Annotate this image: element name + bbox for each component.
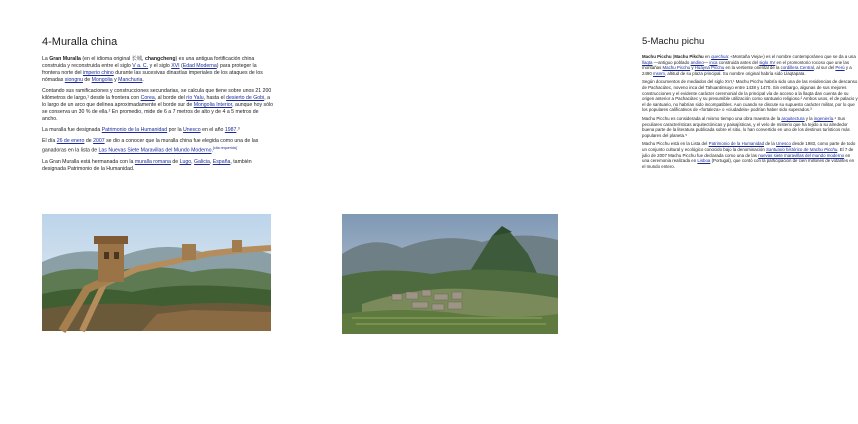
text: Machu Picchu está en la Lista del [642, 141, 709, 147]
machu-picchu-photo [342, 214, 558, 334]
link-patrimonio[interactable]: Patrimonio de la Humanidad [708, 141, 765, 147]
text: .³ [236, 127, 240, 133]
link-lisboa[interactable]: Lisboa [697, 158, 711, 164]
link-manchuria[interactable]: Manchuria [118, 77, 143, 83]
machu-picchu-illustration [342, 214, 558, 334]
text: de la [764, 141, 777, 147]
text: (Portugal), que contó con la participación de cien millones de votantes en el mundo entero. [642, 158, 855, 169]
text: de [170, 158, 180, 165]
link-siglo-xv[interactable]: siglo XV [759, 59, 776, 65]
link-nuevas-maravillas[interactable]: Las Nuevas Siete Maravillas del Mundo Moderno [98, 147, 212, 154]
citation-needed[interactable]: [cita requerida] [213, 146, 237, 150]
text: por la [167, 127, 184, 133]
text: desde 1983, como parte de todo un conjunto cultural y ecológico conocido bajo la denominación [642, 141, 856, 152]
link-ingenieria[interactable]: ingeniería [813, 115, 834, 121]
link-inca[interactable]: inca [709, 59, 718, 65]
link-espana[interactable]: España [212, 158, 231, 165]
text: — [703, 59, 710, 65]
text: , al borde del [154, 95, 187, 101]
text: : «Montaña Vieja») es el nombre contemporáneo que se da a una [727, 54, 856, 59]
link-msnm[interactable]: msnm [653, 70, 665, 76]
text: en el promontorio rocoso que une las montañas [642, 59, 850, 71]
link-26-enero[interactable]: 26 de enero [56, 138, 85, 144]
link-huayna-picchu[interactable]: Huayna Picchu [694, 65, 725, 71]
paragraph-intro [42, 56, 274, 84]
paragraph-heritage [642, 141, 858, 169]
link-machu-picchu[interactable]: Machu Picchu [662, 65, 691, 71]
link-unesco[interactable]: Unesco [776, 141, 791, 147]
paragraph-architecture [642, 116, 858, 138]
paragraph-wonders [42, 138, 274, 155]
text: en el año [200, 127, 225, 133]
text: y [112, 77, 119, 83]
link-lugo[interactable]: Lugo [179, 158, 192, 165]
text: , [191, 158, 194, 165]
link-santuario[interactable]: Santuario histórico de Machu Picchu [766, 146, 838, 152]
bold-term: Machu Picchu [642, 54, 672, 59]
right-page [300, 0, 858, 424]
link-v-ac[interactable]: V a. C. [132, 63, 149, 69]
link-andino[interactable]: andino [690, 59, 704, 65]
great-wall-article [42, 36, 274, 177]
text: , [209, 158, 213, 165]
text: Contando sus ramificaciones y construcciones secundarias, se calcula que tiene sobre unos 21 200 kilómetros de largo,¹ desde la frontera con [42, 88, 272, 101]
link-patrimonio[interactable]: Patrimonio de la Humanidad [101, 127, 168, 133]
text: . [211, 147, 214, 154]
text: durante las sucesivas dinastías imperiales de los ataques de los nómadas [42, 70, 263, 83]
bold-term: Machu Pikchu [674, 54, 704, 59]
text: y a 2490 [642, 65, 852, 76]
link-rio-yalu[interactable]: río Yalu [186, 95, 204, 101]
page-title: 4-Muralla china [42, 36, 118, 48]
text: La [42, 56, 50, 62]
link-mongolia-interior[interactable]: Mongolia Interior [193, 102, 233, 108]
link-muralla-romana[interactable]: muralla romana [134, 158, 171, 165]
link-desierto-gobi[interactable]: desierto de Gobi [226, 95, 265, 101]
text: ( [671, 54, 675, 59]
text: La muralla fue designada [42, 127, 102, 133]
text: Machu Picchu es considerada al mismo tiempo una obra maestra de la [642, 115, 782, 121]
text: , al sur del [813, 65, 836, 71]
link-xvi[interactable]: XVI [171, 63, 180, 69]
text: , altitud de su plaza principal. Su nombre original habría sido Llaqtapata. [664, 70, 806, 76]
paragraph-twinning [42, 159, 274, 173]
link-cordillera-central[interactable]: cordillera Central [780, 65, 814, 71]
link-nuevas-maravillas[interactable]: nuevas siete maravillas del mundo moderno [758, 152, 845, 158]
link-unesco[interactable]: Unesco [183, 127, 201, 133]
text: . El 7 de julio de 2007 Machu Picchu fue declarada como una de las [642, 146, 854, 158]
text: y [690, 65, 695, 71]
link-llaqta[interactable]: llaqta [642, 59, 653, 65]
great-wall-illustration [42, 214, 271, 331]
text: —antiguo poblado [652, 59, 691, 65]
text: La Gran Muralla está hermanada con la [42, 158, 135, 165]
link-corea[interactable]: Corea [140, 95, 155, 101]
text: ( [179, 63, 183, 69]
link-galicia[interactable]: Galicia [194, 158, 210, 165]
text: (en el idioma original 长城, [80, 56, 145, 62]
text: .⁴ Sus peculiares características arquitectónicas y paisajísticas, y el velo de misterio que ha tejido a su alrededor buena parte de la literatura publicada sobre el sitio, lo han convertido en uno de los destinos turísticos más populares del planeta.⁵ [642, 115, 850, 138]
text: y el siglo [148, 63, 172, 69]
text: se dio a conocer que la muralla china fue elegida como una de las ganadoras en la lista de [42, 138, 259, 154]
link-mongolia[interactable]: Mongolia [91, 77, 113, 83]
link-edad-moderna[interactable]: Edad Moderna [182, 63, 217, 69]
text: ) es una antigua fortificación china construida y reconstruida entre el siglo [42, 56, 255, 69]
paragraph-length [42, 88, 274, 123]
link-2007[interactable]: 2007 [93, 138, 105, 144]
text: , hasta el [203, 95, 227, 101]
text: . [142, 77, 144, 83]
text: de [84, 138, 94, 144]
link-1987[interactable]: 1987 [224, 127, 237, 133]
text: construida antes del [717, 59, 760, 65]
link-quechua[interactable]: quechua [711, 54, 728, 59]
paragraph-history: Según documentos de mediados del siglo XVI,¹ Machu Picchu habría sido una de las residencias de descanso de Pachacútec, noveno inca del Tahuantinsuyo entre 1438 y 1470. Sin embargo, algunas de sus mejores construcciones y el evidente carácter ceremonial de la principal vía de acceso a la llaqta dan cuenta de su origen anterior a Pachacútec y su presumible utilización como santuario religioso.² Ambos usos, el de palacio y el de santuario, no habrían sido incompatibles. Aun cuando se discute su supuesto carácter militar, por lo que los populares calificativos de «fortaleza» o «ciudadela» podrían haber sido superados.³ [642, 79, 858, 113]
left-page [0, 0, 300, 424]
link-peru[interactable]: Perú [835, 65, 845, 71]
text: en una ceremonia realizada en [642, 152, 851, 164]
text: , también designada Patrimonio de la Humanidad. [42, 158, 252, 172]
text: , a lo largo de un arco que delinea aproximadamente el borde sur de [42, 95, 270, 108]
text: en la vertiente oriental de la [724, 65, 781, 71]
machu-picchu-article [642, 36, 858, 172]
text: El día [42, 138, 57, 144]
link-imperio-chino[interactable]: imperio chino [82, 70, 114, 76]
paragraph-heritage [42, 127, 274, 134]
text: , aunque hoy sólo se conserva un 30 % de ella.² En promedio, mide de 6 a 7 metros de alto y de 4 a 5 metros de ancho. [42, 102, 274, 122]
text: en [703, 54, 712, 59]
bold-term: Gran Muralla [49, 56, 81, 62]
text: y la [804, 115, 814, 121]
bold-term: changcheng [144, 56, 176, 62]
text: ) para proteger la frontera norte del [42, 63, 257, 76]
link-xiongnu[interactable]: xiongnu [64, 77, 83, 83]
text: de [82, 77, 92, 83]
link-arquitectura[interactable]: arquitectura [781, 115, 805, 121]
great-wall-photo [42, 214, 271, 331]
paragraph-intro [642, 54, 858, 76]
page-title: 5-Machu pichu [642, 36, 705, 47]
